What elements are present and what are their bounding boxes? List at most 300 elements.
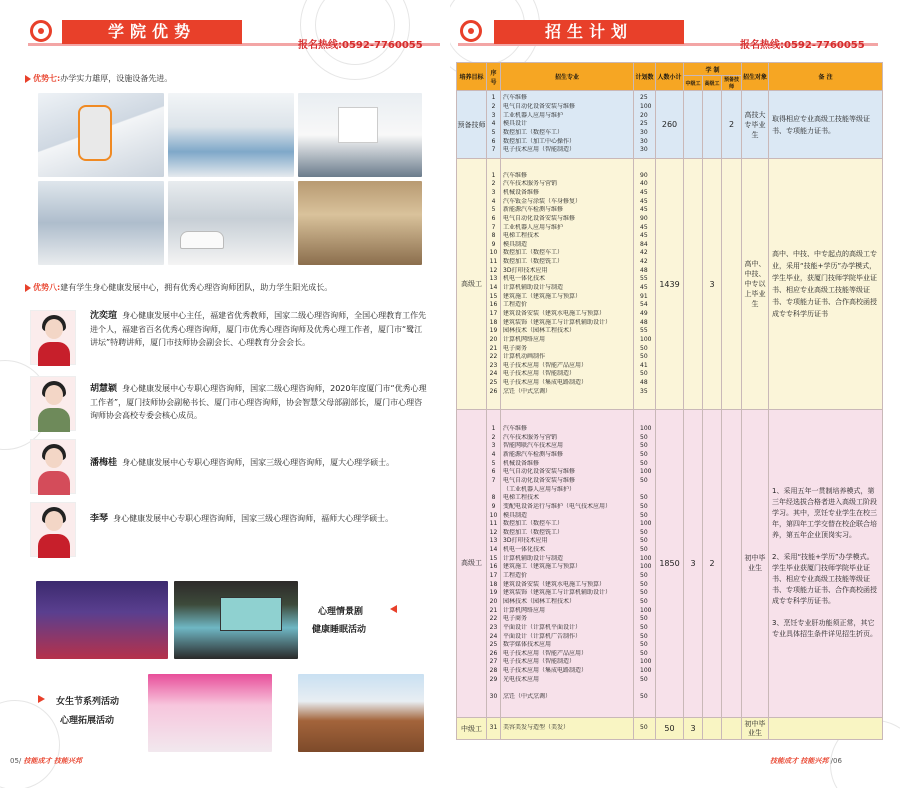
- cell-mid: [684, 159, 703, 410]
- plan-item: 84: [640, 240, 648, 248]
- cell-seq: [487, 718, 501, 740]
- seq-item: 3: [491, 442, 496, 450]
- major-item: 工业机器人应用与维护: [503, 111, 564, 119]
- seq-item: 7: [491, 146, 496, 154]
- plan-item: 30: [640, 128, 648, 136]
- major-item: 数控加工（数控车工）: [503, 128, 564, 136]
- seq-item: 4: [491, 120, 496, 128]
- seq-item: 30: [489, 693, 498, 701]
- plan-item: 49: [640, 309, 648, 317]
- major-item: 园林技术（园林工程技术）: [503, 327, 576, 335]
- major-item: 美容美发与造型（美发）: [503, 724, 570, 732]
- plan-item: 50: [640, 572, 648, 580]
- major-item: 平面设计（计算机平面设计）: [503, 623, 582, 631]
- plan-item: 50: [640, 528, 648, 536]
- seq-item: [487, 684, 500, 693]
- cell-high: [703, 718, 722, 740]
- plan-item: [640, 486, 655, 495]
- seq-item: 28: [489, 667, 498, 675]
- th-seq: 序号: [487, 63, 501, 91]
- seq-item: 19: [489, 327, 498, 335]
- plan-item: 100: [640, 563, 652, 571]
- major-item: 电子技术应用（智能产品应用）: [503, 361, 588, 369]
- major-item: 3D打印技术应用: [503, 266, 548, 274]
- advantage-8-label: 优势八:: [33, 283, 61, 292]
- table-row: [457, 718, 883, 740]
- plan-item: 100: [640, 103, 652, 111]
- cell-seq: [487, 409, 501, 717]
- page-footer: [10, 756, 82, 766]
- seq-item: 6: [491, 468, 496, 476]
- decor-circle: [0, 700, 60, 788]
- major-item: 计算机网络应用: [503, 335, 546, 343]
- seq-item: 5: [491, 459, 496, 467]
- cell-total: 50: [656, 718, 684, 740]
- major-item: 模具制造: [503, 240, 528, 248]
- major-list: [501, 425, 633, 702]
- right-page: [450, 0, 900, 788]
- seq-item: 9: [491, 502, 496, 510]
- plan-item: [640, 684, 655, 693]
- major-item: 模具制造: [503, 511, 528, 519]
- person-name: 胡慧颖: [90, 384, 118, 394]
- seq-item: 20: [489, 335, 498, 343]
- th-prep: 预备技师: [722, 76, 742, 91]
- major-list: [501, 724, 633, 733]
- activity-caption-1: 心理情景剧: [318, 607, 364, 617]
- avatar: [30, 502, 76, 557]
- seq-item: 31: [489, 724, 498, 732]
- major-item: 模具设计: [503, 120, 528, 128]
- page-footer: [770, 756, 842, 766]
- plan-item: 50: [640, 632, 648, 640]
- seq-item: 1: [491, 94, 496, 102]
- major-item: 光电技术应用: [503, 675, 540, 683]
- projector-screen: [220, 597, 282, 631]
- robot-arm-icon: [78, 105, 112, 161]
- major-item: 新能源汽车检测与维修: [503, 451, 564, 459]
- section-title: 招生计划: [494, 20, 684, 44]
- major-item: 电子商务: [503, 344, 528, 352]
- seq-item: 15: [489, 292, 498, 300]
- plan-item: 48: [640, 379, 648, 387]
- seq-item: 11: [489, 258, 498, 266]
- plan-item: 42: [640, 258, 648, 266]
- plan-list: [634, 425, 655, 702]
- table-row: [457, 159, 883, 410]
- person-bio: 身心健康发展中心专职心理咨询师，国家二级心理咨询师，2020年度厦门市“优秀心理工作者”，厦门技师协会副秘书长、厦门市心理咨询师，协会智慧父母部副部长，厦门市心理咨询师协会高校专委会核心成员。: [90, 384, 427, 420]
- seq-item: 9: [491, 240, 496, 248]
- seq-item: 18: [489, 318, 498, 326]
- photo-girls-festival: [148, 674, 272, 752]
- plan-item: 45: [640, 284, 648, 292]
- major-item: 电气自动化设备安装与维修: [503, 214, 576, 222]
- plan-item: 50: [640, 589, 648, 597]
- major-item: 汽车维修: [503, 425, 528, 433]
- seq-item: 6: [491, 214, 496, 222]
- table-row: [457, 91, 883, 159]
- major-item: 平面设计（计算机广告制作）: [503, 632, 582, 640]
- plan-item: 55: [640, 275, 648, 283]
- th-high: 高级工: [703, 76, 722, 91]
- major-item: 工业机器人应用与维护: [503, 223, 564, 231]
- seq-item: 26: [489, 387, 498, 395]
- cell-note: 高中、中技、中专起点的高级工专业，采用“技能+学历”办学模式，学生毕业，获厦门技师学院毕业证书、相应专业高级工技能等级证书、专项能力证书、合作高校函授成专专科学历证书: [769, 159, 883, 410]
- plan-item: 50: [640, 502, 648, 510]
- plan-item: 50: [640, 641, 648, 649]
- seq-item: 16: [489, 301, 498, 309]
- cell-seq: [487, 91, 501, 159]
- plan-item: 50: [640, 511, 648, 519]
- plan-item: 45: [640, 223, 648, 231]
- seq-list: [487, 172, 500, 397]
- advantage-7: [33, 73, 172, 84]
- person-name: 沈奕瑄: [90, 311, 118, 321]
- major-item: 电气自动化设备安装与维修: [503, 468, 576, 476]
- major-item: 数控加工（数控车工）: [503, 249, 564, 257]
- triangle-icon: [38, 695, 45, 703]
- major-item: 机电一体化技术: [503, 275, 546, 283]
- plan-item: 50: [640, 623, 648, 631]
- enrollment-table: [456, 62, 883, 740]
- plan-item: 20: [640, 111, 648, 119]
- th-mid: 中级工: [684, 76, 703, 91]
- major-item: 机械设备维修: [503, 459, 540, 467]
- seq-item: 22: [489, 615, 498, 623]
- plan-item: 50: [640, 693, 648, 701]
- cell-total: 1850: [656, 409, 684, 717]
- seq-item: 27: [489, 658, 498, 666]
- major-item: 数字媒体技术应用: [503, 641, 552, 649]
- section-title: 学院优势: [62, 20, 242, 44]
- major-item: 建筑装饰（建筑施工与计算机辅助设计）: [503, 318, 612, 326]
- seq-item: 25: [489, 379, 498, 387]
- plan-item: 35: [640, 387, 648, 395]
- seq-item: 26: [489, 649, 498, 657]
- major-item: 数控加工（数控铣工）: [503, 528, 564, 536]
- plan-item: 50: [640, 615, 648, 623]
- cell-plan: [634, 91, 656, 159]
- major-item: 电子技术应用（智能产品应用）: [503, 649, 588, 657]
- th-level: 培养目标: [457, 63, 487, 91]
- cell-target: 高中、中技、中专以上毕业生: [742, 159, 769, 410]
- seq-item: 3: [491, 189, 496, 196]
- person-3: [90, 456, 430, 470]
- seq-item: 18: [489, 580, 498, 588]
- cell-plan: [634, 409, 656, 717]
- plan-item: 50: [640, 442, 648, 450]
- plan-item: 50: [640, 597, 648, 605]
- person-name: 潘梅桂: [90, 458, 118, 468]
- plan-item: 30: [640, 137, 648, 145]
- photo-car-workshop: [168, 181, 294, 265]
- seq-item: 2: [491, 433, 496, 441]
- major-item: 电子技术应用（智能制造）: [503, 370, 576, 378]
- seq-item: 24: [489, 370, 498, 378]
- plan-item: 50: [640, 580, 648, 588]
- person-name: 李琴: [90, 514, 109, 524]
- cell-target: 高技大专毕业生: [742, 91, 769, 159]
- seq-item: 10: [489, 249, 498, 257]
- plan-item: 25: [640, 94, 648, 102]
- cell-major: [501, 409, 634, 717]
- seq-item: 21: [489, 344, 498, 352]
- major-item: 数控加工（数控铣工）: [503, 258, 564, 266]
- major-list: [501, 172, 633, 397]
- major-item: 汽车维修: [503, 171, 528, 179]
- plan-item: 50: [640, 675, 648, 683]
- plan-item: 41: [640, 361, 648, 369]
- seq-item: 21: [489, 606, 498, 614]
- major-item: 电子技术应用（集成电路制造）: [503, 667, 588, 675]
- cell-level: 中级工: [457, 718, 487, 740]
- plan-item: 45: [640, 232, 648, 240]
- footer-slogan: 技能成才 技能兴邦: [770, 757, 829, 765]
- activity-caption-4: 心理拓展活动: [60, 716, 115, 726]
- header-badge-icon: [30, 20, 52, 42]
- major-item: 建筑施工（建筑施工与预算）: [503, 292, 582, 300]
- triangle-icon: [390, 605, 397, 613]
- plan-item: 50: [640, 370, 648, 378]
- major-item: 电子技术应用（智能制造）: [503, 658, 576, 666]
- plan-item: 48: [640, 318, 648, 326]
- major-item: 建筑设备安装（建筑水电施工与预算）: [503, 309, 606, 317]
- seq-item: 2: [491, 180, 496, 188]
- th-plan: 计划数: [634, 63, 656, 91]
- plan-item: 50: [640, 344, 648, 352]
- plan-item: 100: [640, 335, 652, 343]
- major-item: （工业机器人应用与维护）: [503, 485, 576, 493]
- major-item: 烹饪（中式烹调）: [503, 693, 552, 701]
- seq-item: 19: [489, 589, 498, 597]
- triangle-icon: [25, 284, 31, 292]
- major-item: 园林技术（园林工程技术）: [503, 597, 576, 605]
- triangle-icon: [25, 75, 31, 83]
- seq-item: 29: [489, 675, 498, 683]
- plan-item: 54: [640, 301, 648, 309]
- seq-item: 24: [489, 632, 498, 640]
- cell-prep: [722, 409, 742, 717]
- seq-item: 17: [489, 572, 498, 580]
- major-item: 汽车技术服务与营销: [503, 433, 558, 441]
- plan-item: 50: [640, 546, 648, 554]
- cell-note: 取得相应专业高级工技能等级证书、专项能力证书。: [769, 91, 883, 159]
- seq-list: [487, 425, 500, 702]
- seq-list: [487, 94, 500, 154]
- major-item: 变配电设备运行与维护（电气技术应用）: [503, 502, 612, 510]
- plan-item: 50: [640, 451, 648, 459]
- cell-note: 1、采用五年一贯制培养模式，第三年经选拔合格者进入高级工阶段学习。其中，烹饪专业学生在校三年，第四年工学交替在校企联合培养，第五年企业顶岗实习。 2、采用“技能+学历”办学模式。学生毕业获厦门技师学院毕业证书、相应专业高级工技能等级证书、专项能力证书、合作高校函授成专专科学历证书。 3、烹饪专业肝功能须正常，其它专业具体招生条件详见招生折页。: [769, 409, 883, 717]
- plan-item: 42: [640, 249, 648, 257]
- seq-item: 4: [491, 451, 496, 459]
- major-item: 电子技术应用（集成电路制造）: [503, 379, 588, 387]
- cell-high: 2: [703, 409, 722, 717]
- major-item: 电梯工程技术: [503, 494, 540, 502]
- plan-item: 48: [640, 266, 648, 274]
- major-item: 汽车技术服务与营销: [503, 180, 558, 188]
- activity-caption-2: 健康睡眠活动: [312, 625, 367, 635]
- major-item: 数控加工（加工中心操作）: [503, 137, 576, 145]
- major-item: 数控加工（数控车工）: [503, 520, 564, 528]
- plan-item: 100: [640, 425, 652, 433]
- major-item: 计算机辅助设计与制造: [503, 284, 564, 292]
- cell-major: [501, 159, 634, 410]
- seq-item: 1: [491, 171, 496, 179]
- plan-item: 50: [640, 433, 648, 441]
- photo-outdoor-group: [298, 674, 424, 752]
- seq-item: 13: [489, 275, 498, 283]
- major-item: 电子商务: [503, 615, 528, 623]
- cell-level: 高级工: [457, 409, 487, 717]
- plan-item: 45: [640, 189, 648, 196]
- page-number: 05/: [10, 757, 22, 765]
- seq-item: 7: [491, 477, 496, 484]
- cell-plan: [634, 718, 656, 740]
- th-note: 备 注: [769, 63, 883, 91]
- major-item: 电气自动化设备安装与维修: [503, 477, 576, 484]
- plan-item: 50: [640, 353, 648, 361]
- major-item: 工程造价: [503, 572, 528, 580]
- seq-item: 15: [489, 554, 498, 562]
- seq-item: 1: [491, 425, 496, 433]
- major-item: 3D打印技术应用: [503, 537, 548, 545]
- plan-item: 30: [640, 146, 648, 154]
- major-item: 计算机网络应用: [503, 606, 546, 614]
- photo-training-hall: [168, 93, 294, 177]
- seq-item: 4: [491, 197, 496, 205]
- avatar: [30, 439, 76, 494]
- plan-item: 50: [640, 477, 648, 484]
- plan-item: 25: [640, 120, 648, 128]
- plan-item: 40: [640, 180, 648, 188]
- cell-level: 预备技师: [457, 91, 487, 159]
- person-2: [90, 382, 430, 422]
- plan-item: 100: [640, 554, 652, 562]
- hotline: 报名热线:0592-7760055: [298, 40, 423, 51]
- cell-seq: [487, 159, 501, 410]
- seq-item: 12: [489, 266, 498, 274]
- th-xuezhi: 学 制: [684, 63, 742, 76]
- seq-item: 5: [491, 128, 496, 136]
- plan-item: 45: [640, 197, 648, 205]
- plan-list: [634, 172, 655, 397]
- seq-item: 14: [489, 284, 498, 292]
- person-bio: 身心健康发展中心主任，福建省优秀教师，国家二级心理咨询师，全国心理教育工作先进个人，福建省百名优秀心理咨询师，厦门市优秀心理咨询师及优秀心理工作者，厦门市“鹭江讲坛”特聘讲师，厦门市技师协会副会长、心理教育分会会长。: [90, 311, 427, 347]
- photo-speech: [174, 581, 298, 659]
- major-list: [501, 94, 633, 154]
- cell-prep: 2: [722, 91, 742, 159]
- seq-item: 14: [489, 546, 498, 554]
- cell-total: 260: [656, 91, 684, 159]
- seq-item: 5: [491, 206, 496, 214]
- plan-item: 50: [640, 459, 648, 467]
- hotline: 报名热线:0592-7760055: [740, 40, 865, 51]
- seq-item: 2: [491, 103, 496, 111]
- seq-item: 17: [489, 309, 498, 317]
- seq-item: 22: [489, 353, 498, 361]
- cell-mid: [684, 91, 703, 159]
- major-item: 计算机辅助设计与制造: [503, 554, 564, 562]
- car-shape: [180, 231, 224, 249]
- th-major: 招生专业: [501, 63, 634, 91]
- major-item: 工程造价: [503, 301, 528, 309]
- person-bio: 身心健康发展中心专职心理咨询师，国家三级心理咨询师，厦大心理学硕士。: [122, 458, 395, 467]
- major-item: 计算机动画制作: [503, 353, 546, 361]
- major-item: 机械设备维修: [503, 189, 540, 196]
- major-item: 建筑装饰（建筑施工与计算机辅助设计）: [503, 589, 612, 597]
- major-item: 电气自动化设备安装与维修: [503, 103, 576, 111]
- plan-list: [634, 94, 655, 154]
- seq-item: 11: [489, 520, 498, 528]
- footer-slogan: 技能成才 技能兴邦: [23, 757, 82, 765]
- photo-lecture-room: [298, 93, 422, 177]
- major-item: 汽车维修: [503, 94, 528, 102]
- plan-item: 55: [640, 327, 648, 335]
- cell-major: [501, 91, 634, 159]
- seq-item: 8: [491, 232, 496, 240]
- cell-prep: [722, 718, 742, 740]
- advantage-8-text: 建有学生身心健康发展中心，拥有优秀心理咨询师团队，助力学生阳光成长。: [60, 283, 333, 292]
- major-item: 烹饪（中式烹调）: [503, 387, 552, 395]
- avatar: [30, 376, 76, 431]
- plan-item: 100: [640, 520, 652, 528]
- seq-item: 23: [489, 623, 498, 631]
- seq-item: 8: [491, 494, 496, 502]
- major-item: 新能源汽车检测与维修: [503, 206, 564, 214]
- major-item: 汽车钣金与涂装（车身修复）: [503, 197, 582, 205]
- photo-exhibition-hall: [298, 181, 422, 265]
- cell-note: [769, 718, 883, 740]
- advantage-7-label: 优势七:: [33, 74, 61, 83]
- seq-item: 7: [491, 223, 496, 231]
- plan-item: 90: [640, 214, 648, 222]
- cell-mid: 3: [684, 409, 703, 717]
- cell-prep: [722, 159, 742, 410]
- seq-item: 23: [489, 361, 498, 369]
- header-badge-icon: [460, 20, 482, 42]
- display-board: [338, 107, 378, 143]
- seq-item: 3: [491, 111, 496, 119]
- seq-item: 6: [491, 137, 496, 145]
- plan-item: 100: [640, 606, 652, 614]
- major-item: [503, 684, 633, 693]
- cell-target: 初中毕业生: [742, 409, 769, 717]
- plan-item: 100: [640, 667, 652, 675]
- th-target: 招生对象: [742, 63, 769, 91]
- plan-item: 45: [640, 206, 648, 214]
- photo-stage-group: [36, 581, 168, 659]
- plan-item: 50: [640, 724, 648, 732]
- plan-item: 100: [640, 658, 652, 666]
- photo-robot-lab: [38, 93, 164, 177]
- cell-major: [501, 718, 634, 740]
- th-total: 人数小计: [656, 63, 684, 91]
- seq-item: 16: [489, 563, 498, 571]
- cell-mid: 3: [684, 718, 703, 740]
- seq-item: 12: [489, 528, 498, 536]
- major-item: 电梯工程技术: [503, 232, 540, 240]
- activity-caption-3: 女生节系列活动: [56, 697, 120, 707]
- major-item: 建筑施工（建筑施工与预算）: [503, 563, 582, 571]
- seq-item: 25: [489, 641, 498, 649]
- person-bio: 身心健康发展中心专职心理咨询师，国家三级心理咨询师，福师大心理学硕士。: [113, 514, 394, 523]
- photo-workshop: [38, 181, 164, 265]
- seq-item: 13: [489, 537, 498, 545]
- advantage-8: [33, 282, 332, 293]
- plan-item: 50: [640, 494, 648, 502]
- major-item: 机电一体化技术: [503, 546, 546, 554]
- advantage-7-text: 办学实力雄厚，设施设备先进。: [60, 74, 173, 83]
